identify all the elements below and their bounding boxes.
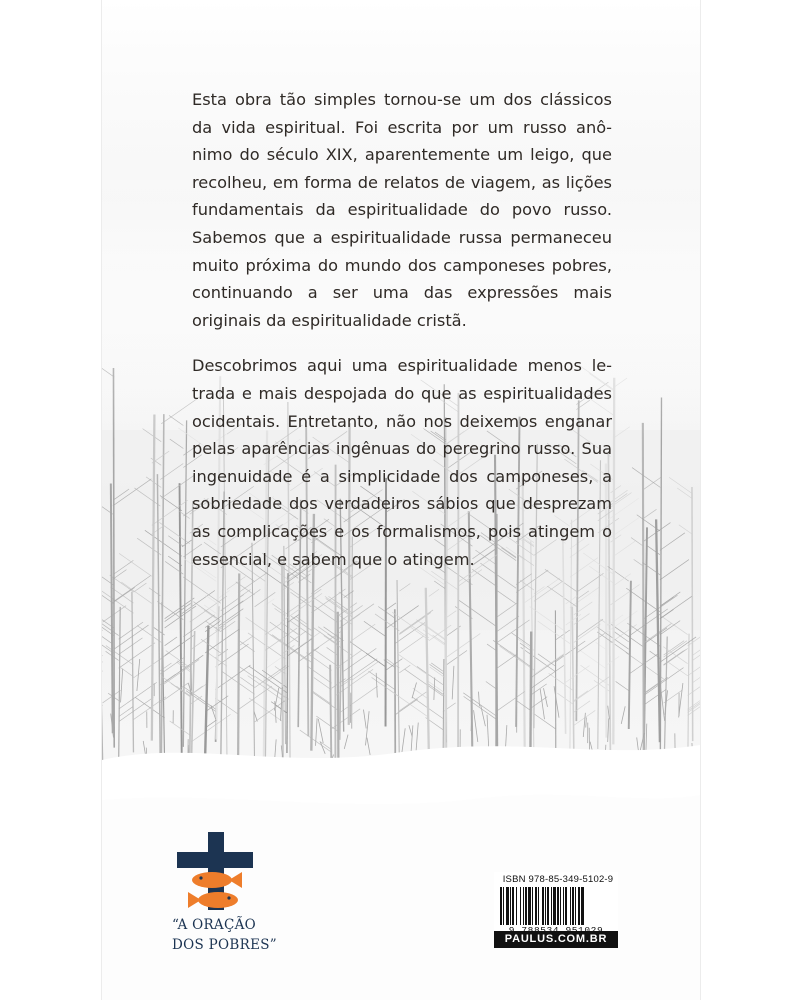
tree-trunk [205,626,208,757]
barcode-bar [581,887,584,925]
barcode-bar [528,887,531,925]
tree-branch [397,654,429,676]
tree-branch [216,665,251,689]
tree-branch [368,671,395,690]
barcode-bar [520,887,521,925]
barcode-bar [510,887,511,925]
tree-branch [574,676,610,701]
logo-caption-line-2: DOS POBRES” [172,937,277,953]
grass-stalk [363,710,366,729]
tree-branch [417,666,443,684]
tree-branch [340,686,378,713]
tree-branch [327,647,339,655]
barcode-bar [500,887,502,925]
barcode-bar [506,887,509,925]
barcode-bar [572,887,574,925]
tree-branch [446,634,480,658]
book-back-cover [101,0,701,1000]
tree-branch [446,650,467,665]
grass-stalk [487,715,489,748]
tree-branch [576,633,604,653]
tree-branch [574,646,607,669]
barcode-bar [535,887,537,925]
logo-caption [172,915,302,955]
tree-branch [430,664,443,673]
tree-branch [216,644,249,667]
grass-stalk [367,738,370,755]
barcode-bar [578,887,580,925]
tree-trunk [530,631,531,763]
logo-caption-line-1: “A ORAÇÃO [172,917,257,933]
synopsis-text [192,86,612,591]
grass-stalk [583,713,585,737]
grass-stalk [554,686,559,718]
barcode-bar [570,887,571,925]
tree-trunk [643,423,644,769]
grass-stalk [479,692,480,707]
tree-branch [102,679,103,706]
tree-branch [693,650,700,660]
tree-branch [530,665,564,689]
tree-branch [497,654,517,668]
tree-branch [387,659,400,668]
tree-branch [255,666,287,688]
barcode-bar [523,887,524,925]
grass-stalk [452,666,454,700]
tree-branch [404,669,442,696]
tree-branch [239,641,254,652]
tree-branch [119,638,143,655]
tree-branch [264,653,288,670]
barcode-bars [498,887,614,925]
barcode-bar [503,887,504,925]
barcode-bar [525,887,527,925]
grass-stalk [661,688,665,721]
tree-branch [272,635,311,663]
tree-branch [307,666,332,683]
barcode-bar [551,887,552,925]
tree-branch [248,633,265,645]
publisher-url: PAULUS.COM.BR [494,931,618,948]
tree-branch [162,676,191,697]
tree-branch [644,677,668,694]
grass-stalk [318,719,323,743]
tree-branch [413,688,429,699]
tree-branch [170,721,191,736]
tree-branch [464,696,498,720]
barcode-bar [542,887,544,925]
grass-stalk [621,706,625,724]
barcode-bar [532,887,533,925]
tree-branch [102,636,103,656]
tree-branch [290,632,321,653]
grass-stalk [376,673,377,698]
grass-stalk [344,735,348,749]
tree-branch [668,662,688,676]
barcode-bar [553,887,556,925]
grass-stalk [416,723,418,751]
tree-branch [463,693,497,717]
grass-stalk [474,710,478,742]
tree-branch [616,681,629,690]
tree-trunk [102,621,103,763]
barcode-bar [538,887,539,925]
tree-branch [688,664,700,676]
synopsis-paragraph-2: Descobrimos aqui uma espiritualidade menos letrada e mais despojada do que as espiritualidades ocidentais. Entretanto, não nos deixemos enganar pelas aparências ingênuas do peregrino russo. Sua ingenuidade é a simplicidade dos camponeses, a sobriedade dos verdadeiros sábios que desprezam as complicações e os formalismos, pois atingem o essencial, e sabem que o atingem. [192,356,612,569]
tree-branch [312,691,332,705]
tree-branch [693,646,700,655]
tree-branch [660,637,696,662]
barcode-bar [547,887,549,925]
grass-stalk [409,725,412,736]
tree-trunk [692,487,693,741]
barcode-bar [560,887,561,925]
tree-branch [596,642,607,650]
barcode-bar [575,887,576,925]
grass-stalk [121,669,123,703]
tree-branch [688,702,700,711]
tree-branch [496,691,524,711]
grass-stalk [544,688,548,707]
tree-branch [340,678,353,687]
tree-branch [314,678,332,690]
tree-branch [693,664,700,683]
barcode-bar [557,887,559,925]
tree-branch [191,714,231,742]
grass-stalk [608,706,610,720]
grass-stalk [411,725,413,751]
barcode-bar [563,887,564,925]
barcode-bar [512,887,514,925]
isbn-label: ISBN 978-85-349-5102-9 [502,874,614,885]
tree-branch [352,661,380,680]
grass-stalk [540,689,544,719]
tree-branch [644,628,667,644]
tree-branch [119,643,155,668]
barcode-bar [545,887,546,925]
grass-stalk [586,717,587,727]
tree-branch [271,702,287,713]
barcode-bar [565,887,567,925]
tree-branch [165,637,177,646]
tree-branch [119,707,133,717]
tree-branch [521,647,556,672]
grass-stalk [608,718,609,742]
synopsis-paragraph-1: Esta obra tão simples tornou-se um dos clássicos da vida espiritual. Foi escrita por um russo anônimo do século XIX, aparentemente um leigo, que recolheu, em forma de relatos de viagem, as lições fundamentais da espiritualidade do povo russo. Sabemos que a espiritualidade russa permaneceu muito próxima do mundo dos camponeses pobres, continuando a ser uma das expressões mais originais da espiritualidade cristã. [192,90,612,330]
tree-branch [534,654,564,675]
tree-branch [312,692,339,711]
grass-stalk [434,677,435,700]
tree-trunk [119,607,121,763]
tree-branch [102,637,103,663]
grass-stalk [143,741,145,754]
tree-branch [399,636,423,653]
tree-branch [538,654,556,667]
barcode-bar [516,887,517,925]
